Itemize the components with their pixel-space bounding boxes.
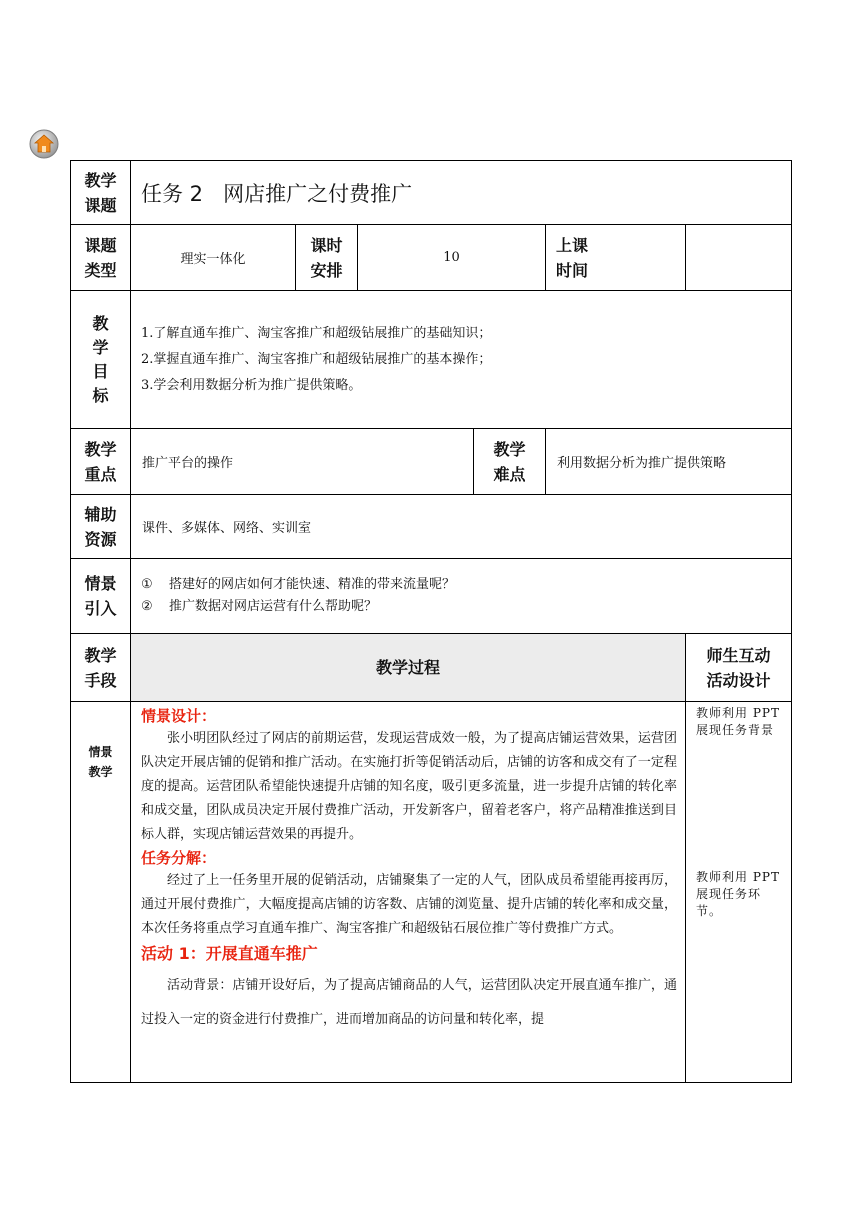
topic-row — [71, 161, 792, 225]
intro-marker: ② — [141, 599, 153, 614]
activity-text: 活动背景：店铺开设好后，为了提高店铺商品的人气，运营团队决定开展直通车推广，通过投入一定的资金进行付费推广，进而增加商品的访问量和转化率，提 — [141, 978, 677, 1027]
type-label: 课题 类型 — [71, 225, 131, 291]
home-icon[interactable] — [29, 129, 59, 159]
scenario-text: 张小明团队经过了网店的前期运营，发现运营成效一般，为了提高店铺运营效果，运营团队决定开展店铺的促销和推广活动。在实施打折等促销活动后，店铺的访客和成交有了一定程度的提高。运营团队希望能快速提升店铺的知名度，吸引更多流量，进一步提升店铺的转化率和成交量，团队成员决定开展付费推广活动，开发新客户，留着老客户，将产品精准推送到目标人群，实现店铺运营效果的再提升。 — [141, 731, 677, 842]
intro-item — [141, 596, 791, 618]
topic-label: 教学 课题 — [71, 161, 131, 225]
lesson-title — [131, 161, 792, 225]
process-side-label: 情景 教学 — [71, 702, 131, 1083]
focus-row — [71, 429, 792, 495]
resources-value: 课件、多媒体、网络、实训室 — [131, 495, 792, 559]
process-row — [71, 702, 792, 1083]
goal-item: 3.学会利用数据分析为推广提供策略。 — [141, 377, 362, 393]
intro-row — [71, 559, 792, 634]
teacher-note-1: 教师利用 PPT 展现任务背景 — [696, 706, 780, 737]
hours-value: 10 — [358, 225, 546, 291]
intro-label: 情景 引入 — [71, 559, 131, 634]
hard-label: 教学 难点 — [474, 429, 546, 495]
resources-row — [71, 495, 792, 559]
type-value: 理实一体化 — [131, 225, 296, 291]
teacher-note-2: 教师利用 PPT 展现任务环节。 — [696, 870, 780, 918]
intro-item — [141, 574, 791, 596]
goals-list — [131, 291, 792, 429]
process-header-row — [71, 634, 792, 702]
interaction-notes — [686, 702, 792, 1083]
task-text: 经过了上一任务里开展的促销活动，店铺聚集了一定的人气，团队成员希望能再接再厉，通过开展付费推广，大幅度提高店铺的访客数、店铺的浏览量、提升店铺的转化率和成交量，本次任务将重点学习直通车推广、淘宝客推广和超级钻石展位推广等付费推广方式。 — [141, 873, 677, 936]
activity-heading: 活动 1：开展直通车推广 — [141, 944, 318, 963]
key-value: 推广平台的操作 — [131, 429, 474, 495]
key-label: 教学 重点 — [71, 429, 131, 495]
goal-item: 2.掌握直通车推广、淘宝客推广和超级钻展推广的基本操作； — [141, 351, 492, 367]
meta-row — [71, 225, 792, 291]
resources-label: 辅助 资源 — [71, 495, 131, 559]
interaction-label: 师生互动 活动设计 — [686, 634, 792, 702]
time-label: 上课 时间 — [546, 225, 686, 291]
lesson-plan-table — [70, 160, 792, 1083]
task-heading: 任务分解： — [141, 849, 217, 867]
process-label: 教学过程 — [131, 634, 686, 702]
process-body — [131, 702, 686, 1083]
topic-title: 网店推广之付费推广 — [223, 181, 413, 206]
means-label: 教学 手段 — [71, 634, 131, 702]
topic-prefix: 任务 2 — [141, 181, 204, 206]
intro-list — [131, 559, 792, 634]
goal-item: 1.了解直通车推广、淘宝客推广和超级钻展推广的基础知识； — [141, 325, 492, 341]
hours-label: 课时 安排 — [296, 225, 358, 291]
goals-row — [71, 291, 792, 429]
scenario-heading: 情景设计： — [141, 707, 217, 725]
intro-marker: ① — [141, 577, 153, 592]
time-value[interactable] — [686, 225, 792, 291]
intro-text: 推广数据对网店运营有什么帮助呢？ — [169, 599, 378, 614]
goals-label: 教 学 目 标 — [71, 291, 131, 429]
intro-text: 搭建好的网店如何才能快速、精准的带来流量呢？ — [169, 577, 456, 592]
hard-value: 利用数据分析为推广提供策略 — [546, 429, 792, 495]
